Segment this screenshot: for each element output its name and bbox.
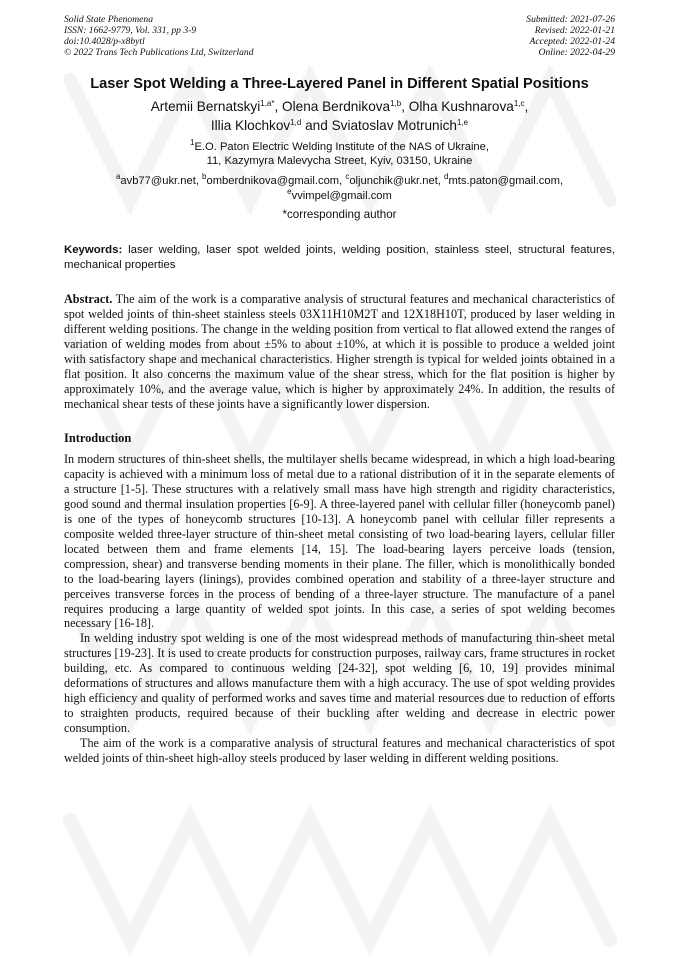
abstract-text: The aim of the work is a comparative analysis of structural features and mechanical characteristics of spot welded joints of thin-sheet stainless steels 03X11H10M2T and 12X18H10T, produced by laser welding in different welding positions. The change in the welding position from vertical to flat allowed extend the ranges of variation of welding modes from about ±5% to about ±10%, at which it is possible to produce a welded joint with satisfactory shape and mechanical characteristics. Higher strength is typical for welded joints obtained in a flat position. It also concerns the maximum value of the shear stress, which for the flat position is higher by approximately 10%, and the average value, which is higher by approximately 24%. In addition, the results of mechanical shear tests of these joints have a significantly lower dispersion. (64, 292, 615, 411)
author-sup: 1,c (513, 99, 525, 108)
author-sep: and (301, 118, 332, 133)
corresponding-author-note: *corresponding author (282, 208, 397, 221)
author-row (64, 97, 615, 116)
introduction-section (64, 431, 615, 765)
paper-title: Laser Spot Welding a Three-Layered Panel in Different Spatial Positions (90, 76, 589, 92)
date-revised: Revised: 2022-01-21 (534, 25, 615, 36)
date-online: Online: 2022-04-29 (538, 47, 615, 58)
paragraph: The aim of the work is a comparative analysis of structural features and mechanical characteristics of spot welded joints of thin-sheet high-alloy steels produced by laser welding in different welding positions. (64, 735, 615, 765)
email-list (64, 174, 615, 203)
email-sep: , (339, 175, 346, 187)
author-name: Artemii Bernatskyi (150, 99, 261, 114)
author-name: Illia Klochkov (210, 118, 291, 133)
header-right (526, 14, 615, 58)
affiliation-address: 11, Kazymyra Malevycha Street, Kyiv, 03150, Ukraine (206, 155, 473, 167)
email-row (64, 174, 615, 189)
email-sup: a (115, 172, 121, 181)
email-address[interactable]: avb77@ukr.net (120, 175, 196, 187)
affiliation-line (64, 140, 615, 154)
author-sup: 1,a* (260, 99, 275, 108)
copyright: © 2022 Trans Tech Publications Ltd, Switzerland (64, 47, 254, 58)
keywords (64, 243, 615, 272)
email-row (64, 186, 615, 204)
email-sep: , (559, 175, 564, 187)
affiliation-sup: 1 (190, 138, 195, 147)
author-name: Olena Berdnikova (282, 99, 391, 114)
affiliation-text: E.O. Paton Electric Welding Institute of the NAS of Ukraine, (194, 141, 489, 153)
date-accepted: Accepted: 2022-01-24 (529, 36, 615, 47)
email-address[interactable]: oljunchik@ukr.net (349, 175, 438, 187)
author-list (64, 97, 615, 135)
author-row (64, 116, 615, 135)
email-address[interactable]: vvimpel@gmail.com (291, 189, 392, 202)
author-name: Sviatoslav Motrunich (331, 118, 457, 133)
date-submitted: Submitted: 2021-07-26 (526, 14, 615, 25)
author-sep: , (274, 99, 283, 114)
author-sup: 1,b (390, 99, 402, 108)
author-sep: , (401, 99, 409, 114)
journal-header (64, 14, 615, 58)
email-sep: , (437, 175, 445, 187)
author-sep: , (524, 99, 529, 114)
section-heading: Introduction (64, 431, 132, 446)
journal-name: Solid State Phenomena (64, 14, 153, 25)
abstract (64, 292, 615, 411)
email-sup: b (202, 172, 207, 181)
email-address[interactable]: omberdnikova@gmail.com (206, 175, 340, 187)
email-sup: d (444, 172, 449, 181)
author-sup: 1,e (457, 118, 469, 127)
paragraph: In modern structures of thin-sheet shells, the multilayer shells became widespread, in which a high load-bearing capacity is achieved with a minimum loss of metal due to a rational distribution of it in the separate elements of a structure [1-5]. These structures with a relatively small mass have high strength and rigidity characteristics, good sound and thermal insulation properties [6-9]. A three-layered panel with cellular filler (honeycomb panel) is one of the types of honeycomb structures [10-13]. A honeycomb panel with cellular filler represents a composite welded three-layer structure of thin-sheet metal consisting of two load-bearing layers, cellular filler located between them and frame elements [14, 15]. The load-bearing layers perceive loads (tension, compression, shear) and transverse bending moments in their plane. The filler, which is monolithically bonded to the load-bearing layers (linings), provides combined operation and stability of a three-layer structure and perceives transverse forces in the process of bending of a three-layer structure. The manufacture of a panel requires producing a large quantity of welded spot joints. In this case, a series of spot welding becomes necessary [16-18]. (64, 452, 615, 631)
header-left (64, 14, 254, 58)
doi[interactable]: doi:10.4028/p-x8bytl (64, 36, 145, 47)
email-address[interactable]: mts.paton@gmail.com (448, 175, 560, 187)
keywords-label: Keywords: (64, 244, 123, 256)
email-sep: , (195, 175, 203, 187)
keywords-text: laser welding, laser spot welded joints, welding position, stainless steel, structural features, mechanical properties (64, 244, 615, 271)
abstract-label: Abstract. (64, 292, 113, 307)
author-sup: 1,d (290, 118, 302, 127)
paragraph: In welding industry spot welding is one of the most widespread methods of manufacturing thin-sheet metal structures [19-23]. It is used to create products for construction purposes, railway cars, frame structures in rocket building, etc. As compared to continuous welding [24-32], spot welding [6, 10, 19] provides minimal deformations of structures and allows manufacture them with a high accuracy. The use of spot welding provides high efficiency and quality of performed works and saves time and material resources due to reduction of efforts to straighten products, required because of their buckling after welding and decrease in electric power consumption. (64, 631, 615, 735)
email-sup: e (287, 186, 292, 196)
paper-page (64, 14, 615, 765)
email-sup: c (345, 172, 350, 181)
author-name: Olha Kushnarova (408, 99, 514, 114)
issn: ISSN: 1662-9779, Vol. 331, pp 3-9 (64, 25, 197, 36)
affiliation (64, 140, 615, 168)
